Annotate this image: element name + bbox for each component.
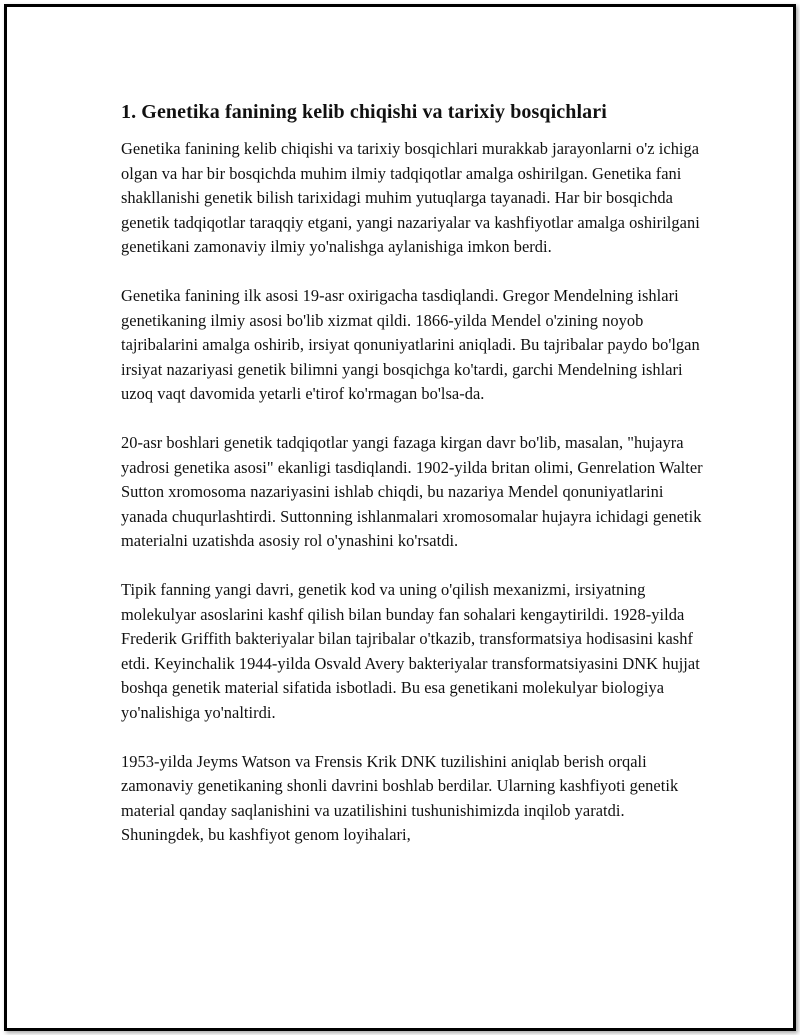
paragraph-molecular: Tipik fanning yangi davri, genetik kod va uning o'qilish mexanizmi, irsiyatning molekulyar asoslarini kashf qilish bilan bunday fan sohalari kengaytirildi. 1928-yilda Frederik Griffith bakteriyalar bilan tajribalar o'tkazib, transformatsiya hodisasini kashf etdi. Keyinchalik 1944-yilda Osvald Avery bakteriyalar transformatsiyasini DNK hujjat boshqa genetik material sifatida isbotladi. Bu esa genetikani molekulyar biologiya yo'nalishiga yo'naltirdi. bbox=[121, 580, 700, 722]
document-body bbox=[121, 99, 711, 872]
paragraph-intro: Genetika fanining kelib chiqishi va tarixiy bosqichlari murakkab jarayonlarni o'z ichiga olgan va har bir bosqichda muhim ilmiy tadqiqotlar amalga oshirilgan. Genetika fani shakllanishi genetik bilish tarixidagi muhim yutuqlarga tayanadi. Har bir bosqichda genetik tadqiqotlar taraqqiy etgani, yangi nazariyalar va kashfiyotlar amalga oshirilgani genetikani zamonaviy ilmiy yo'nalishga aylanishiga imkon berdi. bbox=[121, 139, 700, 256]
paragraph-mendel: Genetika fanining ilk asosi 19-asr oxirigacha tasdiqlandi. Gregor Mendelning ishlari genetikaning ilmiy asosi bo'lib xizmat qildi. 1866-yilda Mendel o'zining noyob tajribalarini amalga oshirib, irsiyat qonuniyatlarini aniqladi. Bu tajribalar paydo bo'lgan irsiyat nazariyasi genetik bilimni yangi bosqichga ko'tardi, garchi Mendelning ishlari uzoq vaqt davomida yetarli e'tirof ko'rmagan bo'lsa-da. bbox=[121, 286, 700, 403]
document-page bbox=[4, 4, 796, 1031]
paragraph-watson-crick: 1953-yilda Jeyms Watson va Frensis Krik DNK tuzilishini aniqlab berish orqali zamonaviy genetikaning shonli davrini boshlab berdilar. Ularning kashfiyoti genetik material qanday saqlanishini va uzatilishini tushunishimizda inqilob yaratdi. Shuningdek, bu kashfiyot genom loyihalari, bbox=[121, 751, 679, 844]
section-heading: 1. Genetika fanining kelib chiqishi va tarixiy bosqichlari bbox=[121, 101, 607, 123]
paragraph-sutton: 20-asr boshlari genetik tadqiqotlar yangi fazaga kirgan davr bo'lib, masalan, "hujayra yadrosi genetika asosi" ekanligi tasdiqlandi. 1902-yilda britan olimi, Genrelation Walter Sutton xromosoma nazariyasini ishlab chiqdi, bu nazariya Mendel qonuniyatlarini yanada chuqurlashtirdi. Suttonning ishlanmalari xromosomalar hujayra ichidagi genetik materialni uzatishda asosiy rol o'ynashini ko'rsatdi. bbox=[121, 433, 703, 550]
